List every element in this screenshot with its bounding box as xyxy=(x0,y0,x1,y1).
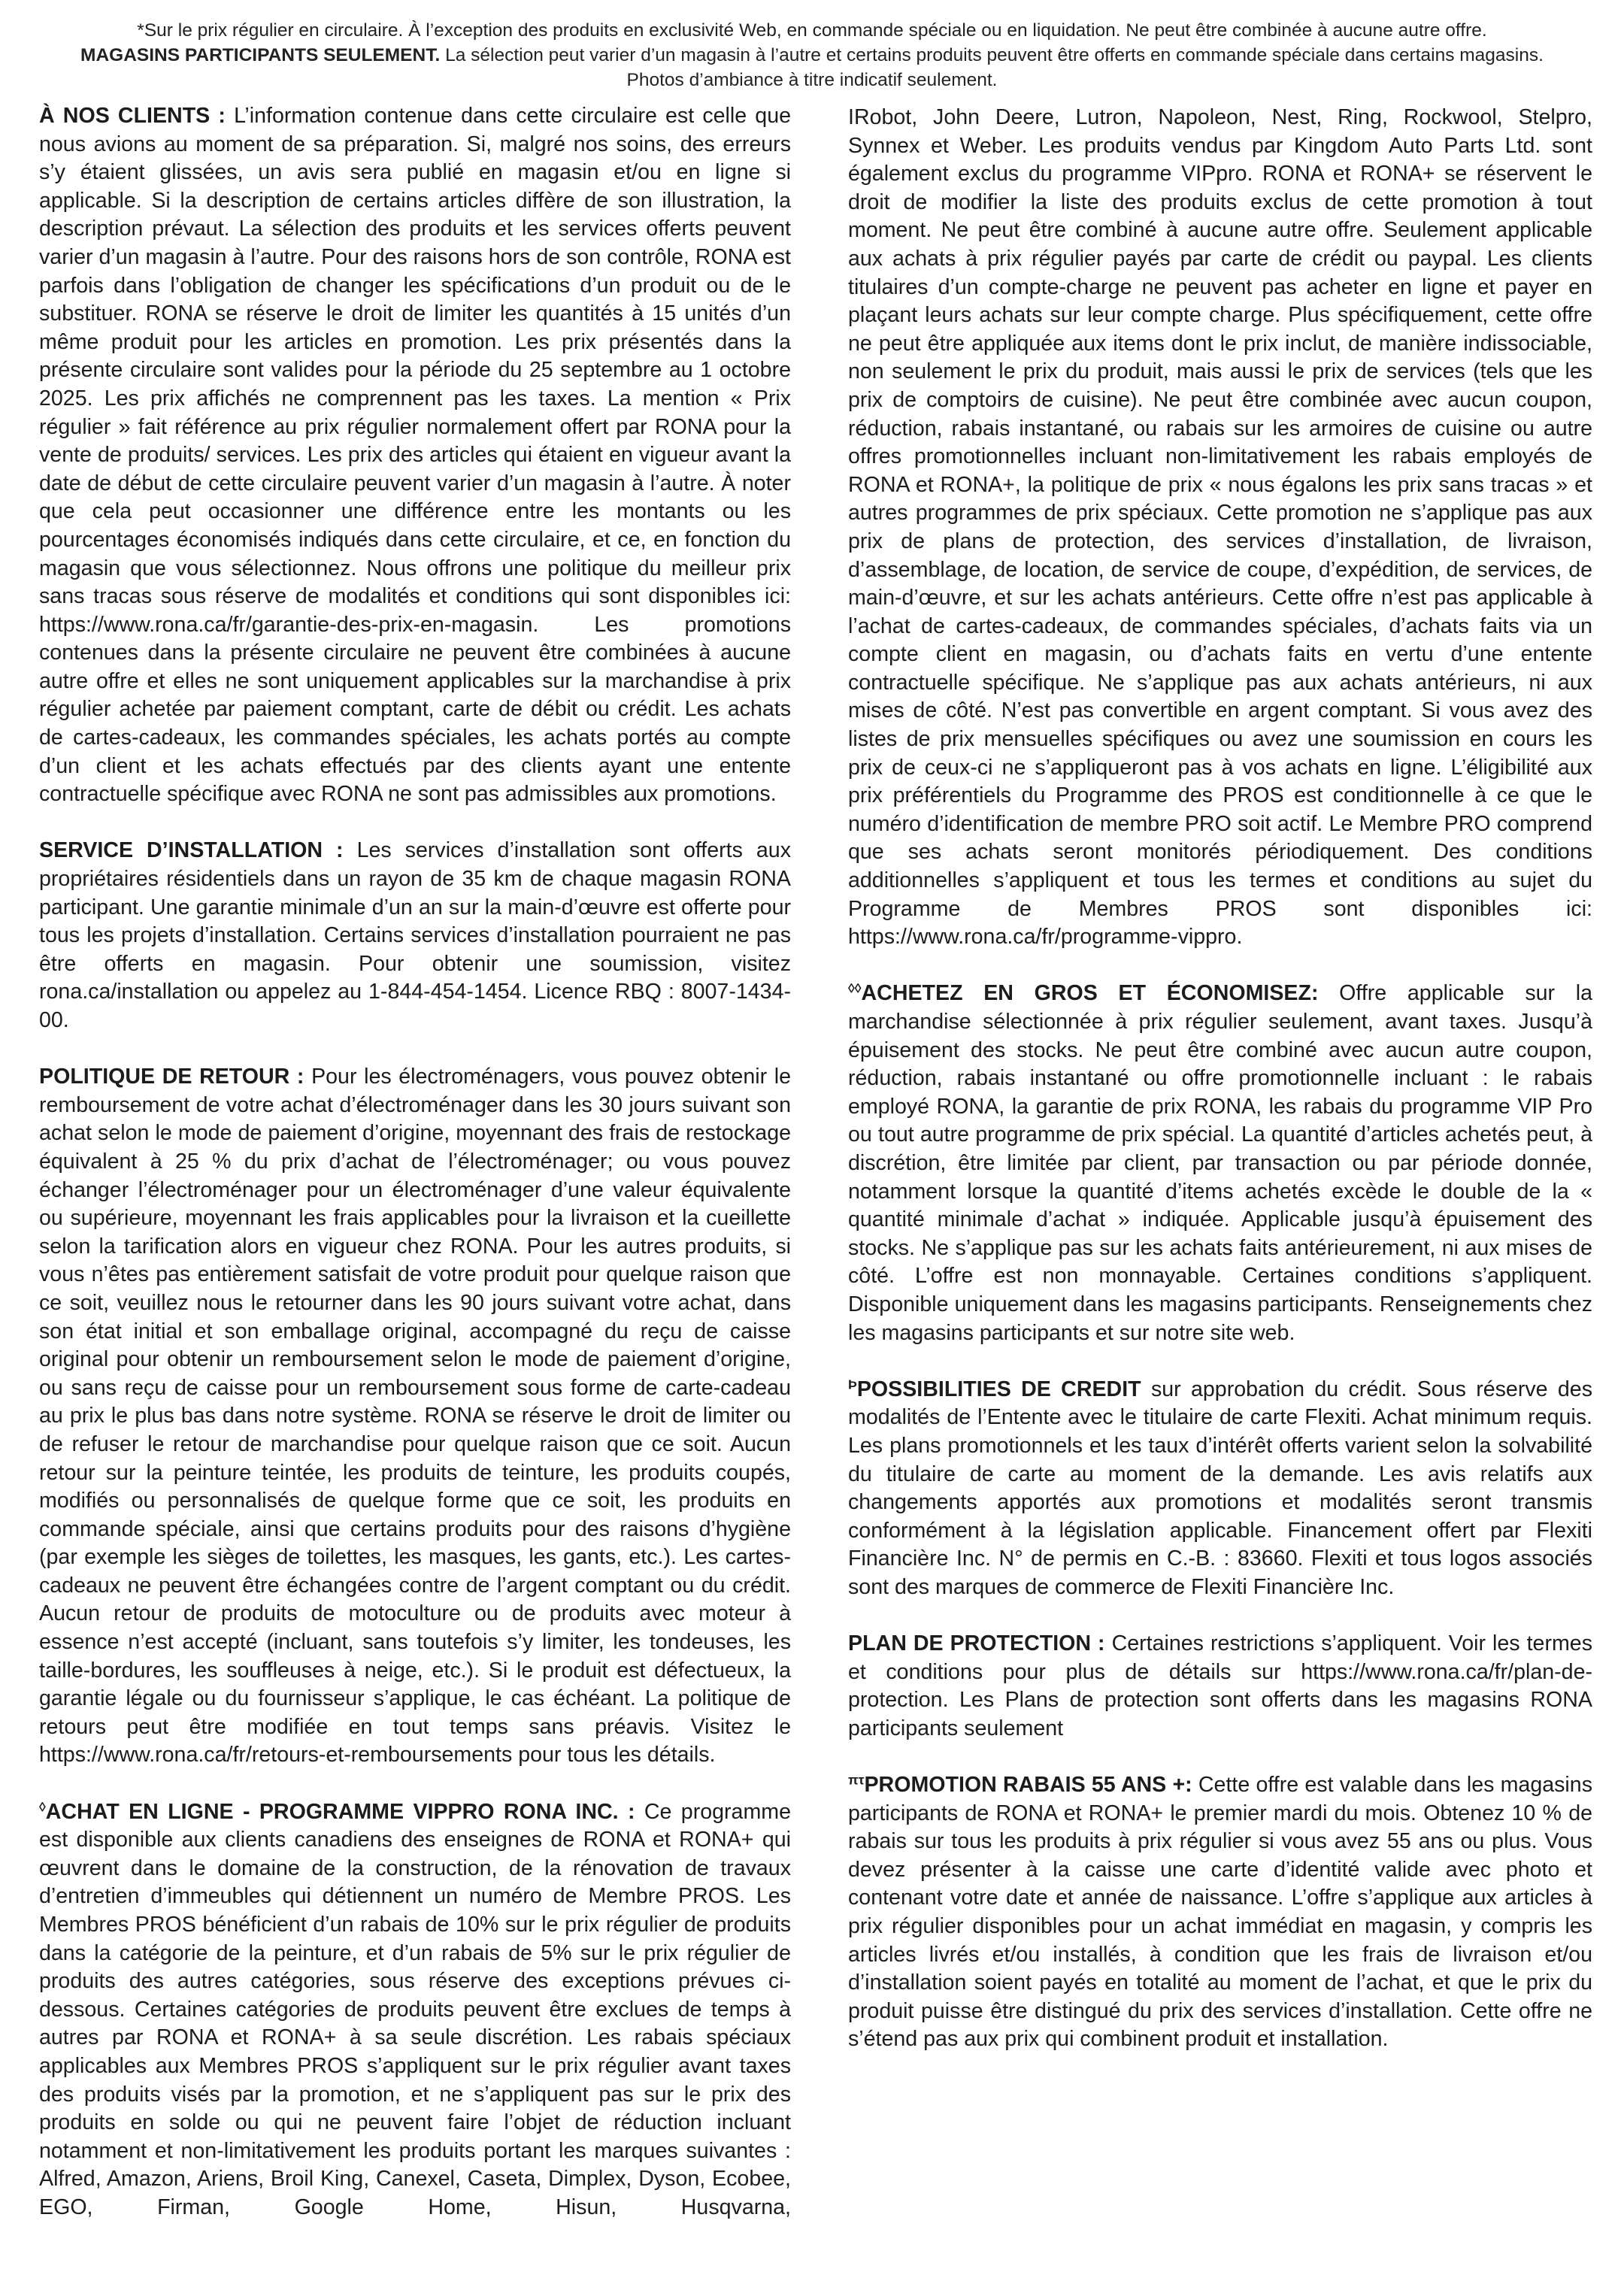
section-vippro-heading: ACHAT EN LIGNE - PROGRAMME VIPPRO RONA INC. : xyxy=(45,1799,635,1824)
section-rabais55-body: Cette offre est valable dans les magasins participants de RONA et RONA+ le premier mardi du mois. Obtenez 10 % de rabais sur tous les produits à prix régulier si vous avez 55 ans ou plus. Vous devez présenter à la caisse une carte d’identité valide avec photo et contenant votre date et année de naissance. L’offre s’applique aux articles à prix régulier disponibles pour un achat immédiat en magasin, y compris les articles livrés et/ou installés, à condition que les frais de livraison et/ou d’installation soient payés en totalité au moment de l’achat, et que le prix du produit puisse être distingué du prix des services d’installation. Cette offre ne s’étend pas aux prix qui combinent produit et installation. xyxy=(848,1773,1592,2052)
section-vippro-body: Ce programme est disponible aux clients canadiens des enseignes de RONA et RONA+ qui œuvrent dans le domaine de la construction, de la rénovation de travaux d’entretien d’immeubles qui détiennent un numéro de Membre PROS. Les Membres PROS bénéficient d’un rabais de 10% sur le prix régulier de produits dans la catégorie de la peinture, et d’un rabais de 5% sur le prix régulier de produits des autres catégories, sous réserve des exceptions prévues ci-dessous. Certaines catégories de produits peuvent être exclues de temps à autres par RONA et RONA+ à sa seule discrétion. Les rabais spéciaux applicables aux Membres PROS s’appliquent sur le prix régulier avant taxes des produits visés par la promotion, et ne s’appliquent pas sur le prix des produits en solde ou qui ne peuvent faire l’objet de réduction incluant notamment et non-limitativement les produits portant les marques suivantes : Alfred, Amazon, Ariens, Broil King, Canexel, Caseta, Dimplex, Dyson, Ecobee, EGO, Firman, Google Home, Hisun, Husqvarna, xyxy=(39,1799,791,2219)
section-gros xyxy=(848,980,1592,1347)
section-credit-heading: POSSIBILITIES DE CREDIT xyxy=(856,1377,1141,1401)
section-vippro-continued-body: IRobot, John Deere, Lutron, Napoleon, Nest, Ring, Rockwool, Stelpro, Synnex et Weber. Les produits vendus par Kingdom Auto Parts Ltd. sont également exclus du programme VIPpro. RONA et RONA+ se réservent le droit de modifier la liste des produits exclus de cette promotion à tout moment. Ne peut être combiné à aucune autre offre. Seulement applicable aux achats à prix régulier payés par carte de crédit ou paypal. Les clients titulaires d’un compte-charge ne peuvent pas acheter en ligne et payer en plaçant leurs achats sur leur compte charge. Plus spécifiquement, cette offre ne peut être appliquée aux items dont le prix inclut, de manière indissociable, non seulement le prix du produit, mais aussi le prix de services (tels que les prix de comptoirs de cuisine). Ne peut être combinée avec aucun coupon, réduction, rabais instantané, ou rabais sur les armoires de cuisine ou autre offres promotionnelles incluant non-limitativement les rabais employés de RONA et RONA+, la politique de prix « nous égalons les prix sans tracas » et autres programmes de prix spéciaux. Cette promotion ne s’applique pas aux prix de plans de protection, des services d’installation, de livraison, d’assemblage, de location, de service de coupe, d’expédition, de services, de main-d’œuvre, et sur les achats antérieurs. Cette offre n’est pas applicable à l’achat de cartes-cadeaux, de commandes spéciales, d’achats faits via un compte client en magasin, ou d’achats faits en vertu d’une entente contractuelle spécifique. Ne s’applique pas aux achats antérieurs, ni aux mises de côté. N’est pas convertible en argent comptant. Si vous avez des listes de prix mensuelles spécifiques ou avez une soumission en cours les prix de ceux-ci ne s’appliqueront pas à vos achats en ligne. L’éligibilité aux prix préférentiels du Programme des PROS est conditionnelle à ce que le numéro d’identification de membre PRO soit actif. Le Membre PRO comprend que ses achats seront monitorés périodiquement. Des conditions additionnelles s’appliquent et tous les termes et conditions au sujet du Programme de Membres PROS sont disponibles ici: https://www.rona.ca/fr/programme-vippro. xyxy=(848,105,1592,950)
section-installation-heading: SERVICE D’INSTALLATION : xyxy=(39,838,344,863)
section-retour-body: Pour les électroménagers, vous pouvez obtenir le remboursement de votre achat d’électroménager dans les 30 jours suivant son achat selon le mode de paiement d’origine, moyennant des frais de restockage équivalent à 25 % du prix d’achat de l’électroménager; ou vous pouvez échanger l’électroménager pour un électroménager d’une valeur équivalente ou supérieure, moyennant les frais applicables pour la livraison et la cueillette selon la tarification alors en vigueur chez RONA. Pour les autres produits, si vous n’êtes pas entièrement satisfait de votre produit pour quelque raison que ce soit, veuillez nous le retourner dans les 90 jours suivant votre achat, dans son état initial et son emballage original, accompagné du reçu de caisse original pour obtenir un remboursement selon le mode de paiement d’origine, ou sans reçu de caisse pour un remboursement sous forme de carte-cadeau au prix le plus bas dans notre système. RONA se réserve le droit de limiter ou de refuser le retour de marchandise pour quelque raison que ce soit. Aucun retour sur la peinture teintée, les produits de teinture, les produits coupés, modifiés ou personnalisés de quelque forme que ce soit, les produits en commande spéciale, ainsi que certains produits pour des raisons d’hygiène (par exemple les sièges de toilettes, les masques, les gants, etc.). Les cartes-cadeaux ne peuvent être échangées contre de l’argent comptant ou du crédit. Aucun retour de produits de motoculture ou de produits avec moteur à essence n’est accepté (incluant, sans toutefois s’y limiter, les tondeuses, les taille-bordures, les souffleuses à neige, etc.). Si le produit est défectueux, la garantie légale ou du fournisseur s’applique, le cas échéant. La politique de retours peut être modifiée en tout temps sans préavis. Visitez le https://www.rona.ca/fr/retours-et-remboursements pour tous les détails. xyxy=(39,1065,791,1768)
section-installation xyxy=(39,837,791,1034)
header-line-2-rest: La sélection peut varier d’un magasin à l’autre et certains produits peuvent être offerts en commande spéciale dans certains magasins. xyxy=(440,45,1544,65)
right-column xyxy=(848,104,1592,2083)
section-installation-body: Les services d’installation sont offerts aux propriétaires résidentiels dans un rayon de 35 km de chaque magasin RONA participant. Une garantie minimale d’un an sur la main-d’œuvre est offerte pour tous les projets d’installation. Certains services d’installation pourraient ne pas être offerts en magasin. Pour obtenir une soumission, visitez rona.ca/installation ou appelez au 1-844-454-1454. Licence RBQ : 8007-1434-00. xyxy=(39,838,791,1032)
header-line-2-bold: MAGASINS PARTICIPANTS SEULEMENT. xyxy=(80,45,441,65)
section-protection xyxy=(848,1630,1592,1743)
section-retour xyxy=(39,1063,791,1770)
section-protection-heading: PLAN DE PROTECTION : xyxy=(848,1631,1105,1656)
section-clients xyxy=(39,102,791,809)
section-gros-body: Offre applicable sur la marchandise sélectionnée à prix régulier seulement, avant taxes. Jusqu’à épuisement des stocks. Ne peut être combiné avec aucun autre coupon, réduction, rabais instantané ou offre promotionnelle incluant : le rabais employé RONA, la garantie de prix RONA, les rabais du programme VIP Pro ou tout autre programme de prix spécial. La quantité d’articles achetés peut, à discrétion, être limitée par client, par transaction ou par période donnée, notamment lorsque la quantité d’items achetés excède le double de la « quantité minimale d’achat » indiquée. Applicable jusqu’à épuisement des stocks. Ne s’applique pas sur les achats faits antérieurement, ni aux mises de côté. L’offre est non monnayable. Certaines conditions s’appliquent. Disponible uniquement dans les magasins participants. Renseignements chez les magasins participants et sur notre site web. xyxy=(848,981,1592,1345)
section-clients-heading: À NOS CLIENTS : xyxy=(39,104,226,128)
section-credit-marker: Þ xyxy=(848,1376,857,1392)
section-credit-body: sur approbation du crédit. Sous réserve des modalités de l’Entente avec le titulaire de carte Flexiti. Achat minimum requis. Les plans promotionnels et les taux d’intérêt offerts varient selon la solvabilité du titulaire de carte au moment de la demande. Les avis relatifs aux changements apportés aux promotions et modalités seront transmis conformément à la législation applicable. Financement offert par Flexiti Financière Inc. N° de permis en C.-B. : 83660. Flexiti et tous logos associés sont des marques de commerce de Flexiti Financière Inc. xyxy=(848,1377,1592,1599)
header-line-1: *Sur le prix régulier en circulaire. À l’exception des produits en exclusivité Web, en commande spéciale ou en liquidation. Ne peut être combinée à aucune autre offre. xyxy=(137,20,1487,41)
left-column xyxy=(39,102,791,2250)
disclaimer-header xyxy=(30,18,1594,92)
header-line-2 xyxy=(30,43,1594,68)
header-line-3: Photos d’ambiance à titre indicatif seulement. xyxy=(626,70,998,90)
section-gros-heading: ACHETEZ EN GROS ET ÉCONOMISEZ: xyxy=(861,981,1319,1006)
section-gros-marker: ◊◊ xyxy=(848,980,862,996)
section-vippro-continued xyxy=(848,104,1592,952)
section-credit xyxy=(848,1376,1592,1602)
section-rabais55 xyxy=(848,1771,1592,2054)
section-vippro xyxy=(39,1798,791,2222)
section-rabais55-heading: PROMOTION RABAIS 55 ANS +: xyxy=(864,1773,1192,1798)
section-rabais55-marker: πτ xyxy=(848,1772,865,1788)
section-vippro-marker: ◊ xyxy=(39,1798,46,1814)
section-retour-heading: POLITIQUE DE RETOUR : xyxy=(39,1065,304,1089)
section-clients-body: L’information contenue dans cette circulaire est celle que nous avions au moment de sa préparation. Si, malgré nos soins, des erreurs s’y étaient glissées, un avis sera publié en magasin et/ou en ligne si applicable. Si la description de certains articles diffère de son illustration, la description prévaut. La sélection des produits et les services offerts peuvent varier d’un magasin à l’autre. Pour des raisons hors de son contrôle, RONA est parfois dans l’obligation de changer les spécifications d’un produit ou de le substituer. RONA se réserve le droit de limiter les quantités à 15 unités d’un même produit pour les articles en promotion. Les prix présentés dans la présente circulaire sont valides pour la période du 25 septembre au 1 octobre 2025. Les prix affichés ne comprennent pas les taxes. La mention « Prix régulier » fait référence au prix régulier normalement offert par RONA pour la vente de produits/ services. Les prix des articles qui étaient en vigueur avant la date de début de cette circulaire peuvent varier d’un magasin à l’autre. À noter que cela peut occasionner une différence entre les montants ou les pourcentages économisés indiqués dans cette circulaire, et ce, en fonction du magasin que vous sélectionnez. Nous offrons une politique du meilleur prix sans tracas sous réserve de modalités et conditions qui sont disponibles ici: https://www.rona.ca/fr/garantie-des-prix-en-magasin. Les promotions contenues dans la présente circulaire ne peuvent être combinées à aucune autre offre et elles ne sont uniquement applicables sur la marchandise à prix régulier achetée par paiement comptant, carte de débit ou crédit. Les achats de cartes-cadeaux, les commandes spéciales, les achats portés au compte d’un client et les achats effectués par des clients ayant une entente contractuelle spécifique avec RONA ne sont pas admissibles aux promotions. xyxy=(39,104,791,807)
section-protection-body: Certaines restrictions s’appliquent. Voir les termes et conditions pour plus de détails sur https://www.rona.ca/fr/plan-de-protection. Les Plans de protection sont offerts dans les magasins RONA participants seulement xyxy=(848,1631,1592,1740)
